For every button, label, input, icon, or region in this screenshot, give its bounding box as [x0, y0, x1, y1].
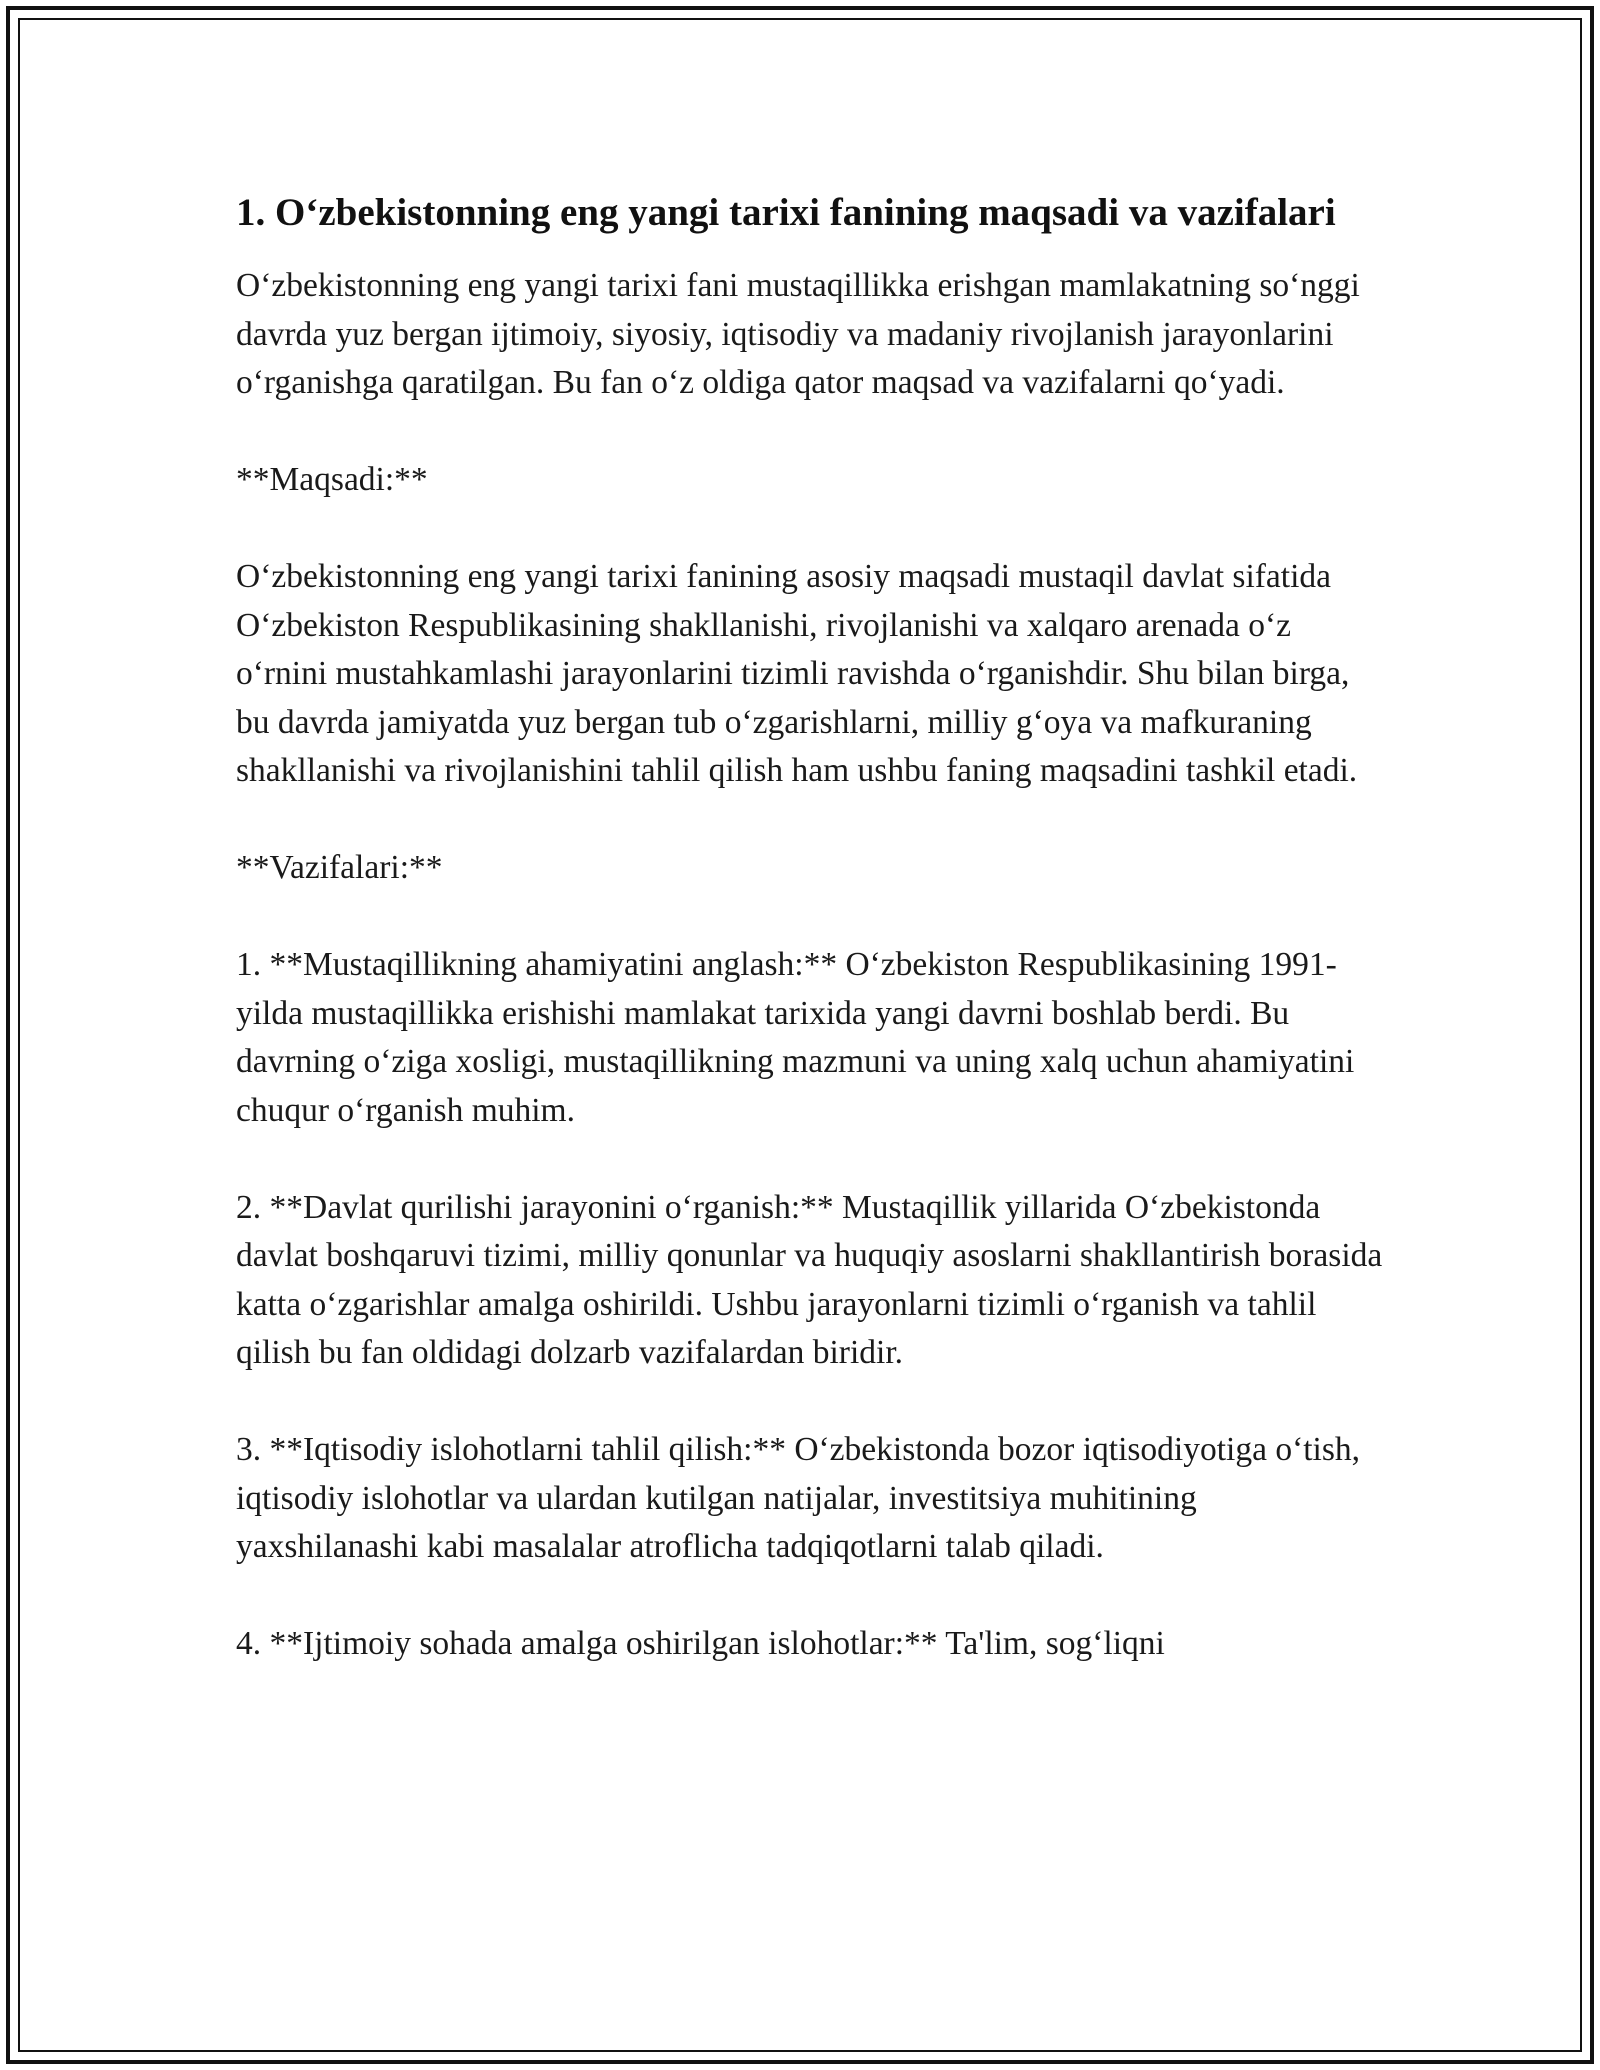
- paragraph-gap: [236, 408, 1386, 457]
- goal-label: **Maqsadi:**: [236, 461, 428, 498]
- intro-paragraph: O‘zbekistonning eng yangi tarixi fani mustaqillikka erishgan mamlakatning so‘nggi davrda yuz bergan ijtimoiy, siyosiy, iqtisodiy va madaniy rivojlanish jarayonlarini o‘rganishga qaratilgan. Bu fan o‘z oldiga qator maqsad va vazifalarni qo‘yadi.: [236, 267, 1360, 401]
- task-item-1: 1. **Mustaqillikning ahamiyatini anglash:** O‘zbekiston Respublikasining 1991-yilda mustaqillikka erishishi mamlakat tarixida yangi davrni boshlab berdi. Bu davrning o‘ziga xosligi, mustaqillikning mazmuni va uning xalq uchun ahamiyatini chuqur o‘rganish muhim.: [236, 946, 1355, 1129]
- paragraph-gap: [236, 893, 1386, 942]
- paragraph-gap: [236, 505, 1386, 554]
- paragraph-gap: [236, 1378, 1386, 1427]
- task-item-3: 3. **Iqtisodiy islohotlarni tahlil qilish:** O‘zbekistonda bozor iqtisodiyotiga o‘tish, iqtisodiy islohotlar va ulardan kutilgan natijalar, investitsiya muhitining yaxshilanashi kabi masalalar atroflicha tadqiqotlarni talab qiladi.: [236, 1431, 1361, 1565]
- document-body: [236, 186, 1386, 1669]
- paragraph-gap: [236, 1572, 1386, 1621]
- task-item-4: 4. **Ijtimoiy sohada amalga oshirilgan islohotlar:** Ta'lim, sog‘liqni: [236, 1625, 1165, 1662]
- goal-paragraph: O‘zbekistonning eng yangi tarixi fanining asosiy maqsadi mustaqil davlat sifatida O‘zbekiston Respublikasining shakllanishi, rivojlanishi va xalqaro arenada o‘z o‘rnini mustahkamlashi jarayonlarini tizimli ravishda o‘rganishdir. Shu bilan birga, bu davrda jamiyatda yuz bergan tub o‘zgarishlarni, milliy g‘oya va mafkuraning shakllanishi va rivojlanishini tahlil qilish ham ushbu faning maqsadini tashkil etadi.: [236, 558, 1358, 789]
- tasks-label: **Vazifalari:**: [236, 849, 443, 886]
- paragraph-gap: [236, 796, 1386, 845]
- paragraph-gap: [236, 1135, 1386, 1184]
- task-item-2: 2. **Davlat qurilishi jarayonini o‘rganish:** Mustaqillik yillarida O‘zbekistonda davlat boshqaruvi tizimi, milliy qonunlar va huquqiy asoslarni shakllantirish borasida katta o‘zgarishlar amalga oshirildi. Ushbu jarayonlarni tizimli o‘rganish va tahlil qilish bu fan oldidagi dolzarb vazifalardan biridir.: [236, 1188, 1383, 1371]
- section-heading: 1. O‘zbekistonning eng yangi tarixi fanining maqsadi va vazifalari: [236, 191, 1336, 234]
